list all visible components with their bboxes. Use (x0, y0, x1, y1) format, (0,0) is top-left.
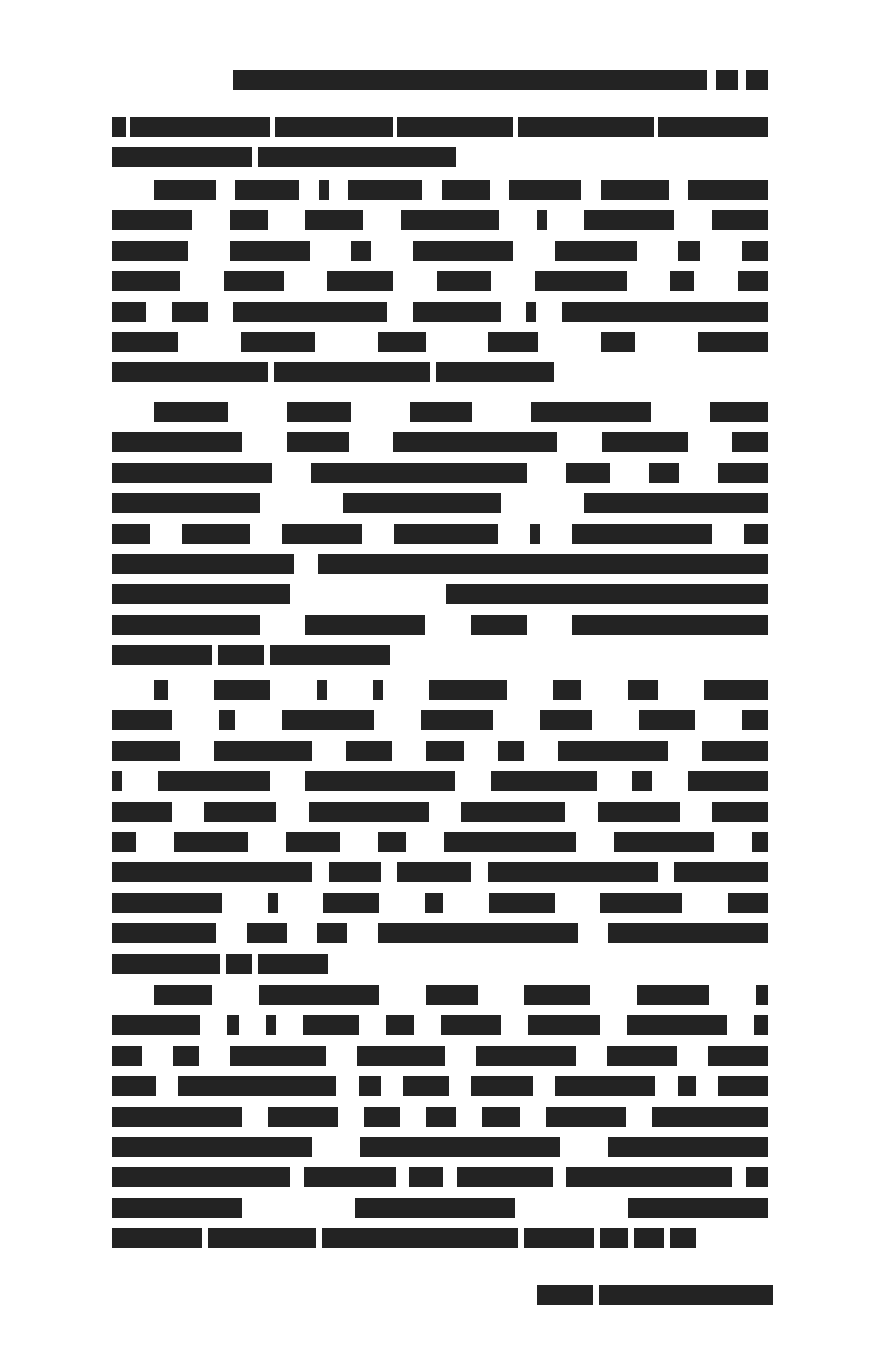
text-line (112, 1198, 768, 1218)
redacted-word (688, 180, 768, 200)
redacted-word (403, 1076, 449, 1096)
redacted-word (112, 832, 136, 852)
redacted-word (259, 985, 379, 1005)
redacted-word (732, 432, 768, 452)
redacted-word (305, 210, 363, 230)
text-line (112, 241, 768, 261)
redacted-word (410, 402, 472, 422)
redacted-word (233, 302, 387, 322)
redacted-word (437, 271, 491, 291)
redacted-word (627, 1015, 727, 1035)
redacted-word (426, 1107, 456, 1127)
redacted-word (413, 302, 501, 322)
redacted-word (112, 615, 260, 635)
redacted-word (112, 432, 242, 452)
redacted-word (318, 554, 768, 574)
redacted-word (247, 923, 287, 943)
redacted-word (540, 710, 592, 730)
text-line (112, 771, 768, 791)
redacted-word (708, 1046, 768, 1066)
redacted-word (230, 241, 310, 261)
redacted-word (537, 1285, 593, 1305)
text-line (112, 893, 768, 913)
redacted-word (674, 862, 768, 882)
redacted-word (471, 1076, 533, 1096)
redacted-word (178, 1076, 336, 1096)
redacted-word (397, 117, 513, 137)
text-line (112, 554, 768, 574)
redacted-word (566, 463, 610, 483)
redacted-word (658, 117, 768, 137)
redacted-word (235, 180, 299, 200)
redacted-word (678, 241, 700, 261)
redacted-word (214, 680, 270, 700)
redacted-word (386, 1015, 414, 1035)
text-line (112, 645, 390, 665)
redacted-word (174, 832, 248, 852)
redacted-word (233, 70, 707, 90)
redacted-word (678, 1076, 696, 1096)
redacted-word (397, 862, 471, 882)
text-line (112, 1167, 768, 1187)
redacted-word (112, 584, 290, 604)
text-line (112, 1228, 696, 1248)
redacted-word (226, 954, 252, 974)
footer-catchword (537, 1285, 773, 1305)
redacted-word (286, 832, 340, 852)
redacted-word (112, 210, 192, 230)
text-line (112, 271, 768, 291)
redacted-word (112, 1228, 202, 1248)
redacted-word (112, 271, 180, 291)
text-line (112, 432, 768, 452)
text-line (112, 524, 768, 544)
redacted-word (702, 741, 768, 761)
text-line (154, 402, 768, 422)
redacted-word (746, 1167, 768, 1187)
redacted-word (393, 432, 557, 452)
redacted-word (218, 645, 264, 665)
redacted-word (488, 332, 538, 352)
redacted-word (489, 893, 555, 913)
redacted-word (360, 1137, 560, 1157)
redacted-word (275, 117, 393, 137)
redacted-word (112, 1167, 290, 1187)
text-line (112, 362, 554, 382)
text-line (112, 332, 768, 352)
redacted-word (562, 302, 768, 322)
redacted-word (268, 893, 278, 913)
redacted-word (112, 117, 126, 137)
redacted-word (637, 985, 709, 1005)
redacted-word (436, 362, 554, 382)
redacted-word (319, 180, 329, 200)
redacted-word (112, 645, 212, 665)
redacted-word (600, 1228, 628, 1248)
redacted-word (230, 210, 268, 230)
redacted-word (394, 524, 498, 544)
redacted-word (446, 584, 768, 604)
redacted-word (429, 680, 507, 700)
text-line (112, 1076, 768, 1096)
redacted-word (555, 1076, 655, 1096)
redacted-word (224, 271, 284, 291)
text-line (112, 832, 768, 852)
running-header (233, 70, 768, 90)
redacted-word (535, 271, 627, 291)
redacted-word (323, 893, 379, 913)
redacted-word (112, 493, 260, 513)
redacted-word (173, 1046, 199, 1066)
redacted-word (378, 923, 578, 943)
redacted-word (282, 710, 374, 730)
redacted-word (112, 362, 268, 382)
redacted-word (530, 524, 540, 544)
redacted-word (112, 147, 252, 167)
text-line (154, 680, 768, 700)
redacted-word (413, 241, 513, 261)
redacted-word (566, 1167, 732, 1187)
redacted-word (158, 771, 270, 791)
redacted-word (112, 802, 172, 822)
redacted-word (426, 985, 478, 1005)
redacted-word (274, 362, 430, 382)
redacted-word (718, 1076, 768, 1096)
redacted-word (712, 210, 768, 230)
redacted-word (488, 862, 658, 882)
text-line (112, 1107, 768, 1127)
redacted-word (444, 832, 576, 852)
redacted-word (378, 332, 426, 352)
redacted-word (688, 771, 768, 791)
text-line (112, 710, 768, 730)
redacted-word (601, 180, 669, 200)
redacted-word (509, 180, 581, 200)
redacted-word (112, 524, 150, 544)
redacted-word (282, 524, 362, 544)
redacted-word (704, 680, 768, 700)
redacted-word (112, 741, 180, 761)
redacted-word (608, 1137, 768, 1157)
redacted-word (518, 117, 654, 137)
redacted-word (457, 1167, 553, 1187)
redacted-word (742, 241, 768, 261)
text-line (112, 862, 768, 882)
redacted-word (172, 302, 208, 322)
redacted-word (498, 741, 524, 761)
redacted-word (112, 710, 172, 730)
text-line (112, 802, 768, 822)
redacted-word (555, 241, 637, 261)
text-line (112, 923, 768, 943)
text-line (112, 741, 768, 761)
redacted-word (599, 1285, 773, 1305)
redacted-word (537, 210, 547, 230)
redacted-word (287, 402, 351, 422)
redacted-word (154, 180, 216, 200)
redacted-word (572, 524, 712, 544)
redacted-word (258, 954, 328, 974)
text-line (112, 584, 768, 604)
redacted-word (746, 70, 768, 90)
redacted-word (230, 1046, 326, 1066)
redacted-word (558, 741, 668, 761)
redacted-word (304, 1167, 396, 1187)
redacted-word (204, 802, 276, 822)
redacted-word (471, 615, 527, 635)
redacted-word (670, 1228, 696, 1248)
redacted-word (270, 645, 390, 665)
redacted-word (584, 210, 674, 230)
redacted-word (355, 1198, 515, 1218)
redacted-word (112, 241, 188, 261)
redacted-word (608, 923, 768, 943)
text-line (112, 117, 768, 137)
redacted-word (351, 241, 371, 261)
text-line (154, 985, 768, 1005)
redacted-word (607, 1046, 677, 1066)
text-line (112, 1046, 768, 1066)
redacted-word (754, 1015, 768, 1035)
redacted-word (343, 493, 501, 513)
redacted-word (154, 985, 212, 1005)
redacted-word (632, 771, 652, 791)
redacted-word (309, 802, 429, 822)
redacted-word (476, 1046, 576, 1066)
redacted-word (311, 463, 527, 483)
redacted-word (378, 832, 406, 852)
redacted-word (373, 680, 383, 700)
redacted-word (359, 1076, 381, 1096)
text-line (112, 1137, 768, 1157)
redacted-word (317, 680, 327, 700)
redacted-word (214, 741, 312, 761)
redacted-word (441, 1015, 501, 1035)
redacted-word (710, 402, 768, 422)
redacted-word (649, 463, 679, 483)
redacted-word (112, 771, 122, 791)
redacted-word (425, 893, 443, 913)
redacted-word (553, 680, 581, 700)
redacted-word (598, 802, 680, 822)
redacted-word (524, 1228, 594, 1248)
text-line (112, 954, 328, 974)
redacted-word (241, 332, 315, 352)
text-line (112, 147, 456, 167)
redacted-word (526, 302, 536, 322)
redacted-word (670, 271, 694, 291)
redacted-word (258, 147, 456, 167)
redacted-word (219, 710, 235, 730)
text-line (112, 615, 768, 635)
redacted-word (112, 1015, 200, 1035)
redacted-word (112, 1076, 156, 1096)
text-line (112, 493, 768, 513)
redacted-word (528, 1015, 600, 1035)
redacted-word (329, 862, 381, 882)
redacted-word (112, 923, 216, 943)
redacted-word (572, 615, 768, 635)
redacted-word (728, 893, 768, 913)
redacted-word (112, 1107, 242, 1127)
text-line (112, 463, 768, 483)
redacted-word (327, 271, 393, 291)
page-text-status (0, 0, 1, 1)
redacted-word (614, 832, 714, 852)
redacted-word (482, 1107, 520, 1127)
redacted-word (628, 680, 658, 700)
redacted-word (634, 1228, 664, 1248)
redacted-word (698, 332, 768, 352)
redacted-word (112, 1046, 142, 1066)
redacted-word (357, 1046, 445, 1066)
redacted-word (401, 210, 499, 230)
redacted-word (461, 802, 565, 822)
redacted-word (154, 402, 228, 422)
redacted-word (112, 463, 272, 483)
text-line (112, 210, 768, 230)
redacted-word (639, 710, 695, 730)
redacted-word (268, 1107, 338, 1127)
redacted-word (112, 302, 146, 322)
redacted-word (426, 741, 464, 761)
redacted-word (742, 710, 768, 730)
redacted-word (322, 1228, 518, 1248)
redacted-word (266, 1015, 276, 1035)
redacted-word (112, 1198, 242, 1218)
redacted-word (531, 402, 651, 422)
redacted-word (112, 893, 222, 913)
redacted-word (628, 1198, 768, 1218)
redacted-word (287, 432, 349, 452)
redacted-word (364, 1107, 400, 1127)
redacted-word (716, 70, 738, 90)
redacted-word (752, 832, 768, 852)
redacted-word (584, 493, 768, 513)
redacted-word (442, 180, 490, 200)
redacted-word (601, 332, 635, 352)
redacted-word (421, 710, 493, 730)
redacted-word (130, 117, 270, 137)
redacted-word (112, 1137, 312, 1157)
redacted-word (303, 1015, 359, 1035)
redacted-word (112, 554, 294, 574)
redacted-word (305, 615, 425, 635)
text-line (112, 1015, 768, 1035)
redacted-word (182, 524, 250, 544)
text-line (112, 302, 768, 322)
redacted-word (112, 862, 312, 882)
redacted-word (756, 985, 768, 1005)
redacted-word (546, 1107, 626, 1127)
redacted-word (346, 741, 392, 761)
redacted-word (409, 1167, 443, 1187)
redacted-word (718, 463, 768, 483)
redacted-word (602, 432, 688, 452)
redacted-word (305, 771, 455, 791)
redacted-word (491, 771, 597, 791)
redacted-word (524, 985, 590, 1005)
redacted-word (208, 1228, 316, 1248)
redacted-word (738, 271, 768, 291)
redacted-word (744, 524, 768, 544)
redacted-word (154, 680, 168, 700)
redacted-word (112, 954, 220, 974)
redacted-word (652, 1107, 768, 1127)
redacted-word (712, 802, 768, 822)
redacted-word (112, 332, 178, 352)
text-line (154, 180, 768, 200)
redacted-word (600, 893, 682, 913)
redacted-word (227, 1015, 239, 1035)
redacted-word (348, 180, 422, 200)
redacted-word (317, 923, 347, 943)
